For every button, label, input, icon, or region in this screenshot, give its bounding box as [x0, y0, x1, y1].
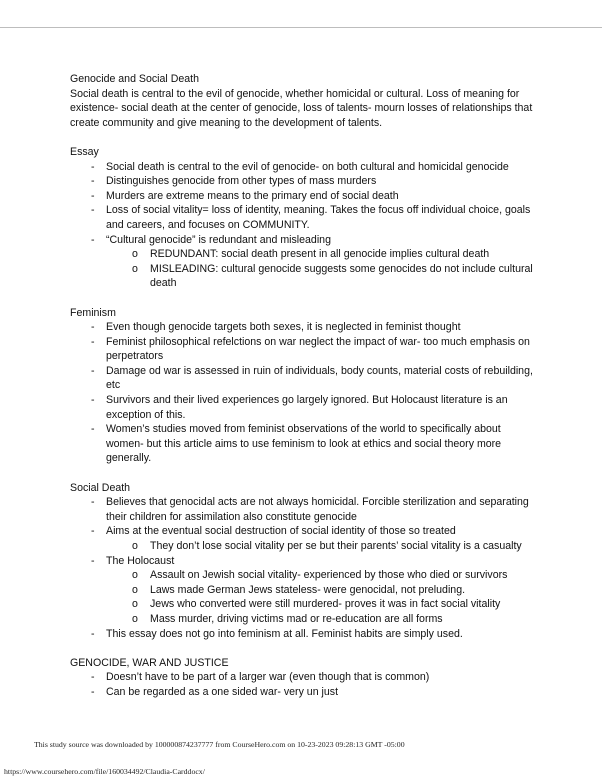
section-0: [70, 72, 540, 130]
sub-list-item-text: Mass murder, driving victims mad or re-education are all forms: [150, 612, 443, 625]
list-item: [70, 335, 540, 364]
section-1: [70, 145, 540, 291]
list-item-text: Loss of social vitality= loss of identity, meaning. Takes the focus off individual choice, goals and careers, and focuses on COMMUNITY.: [106, 204, 531, 231]
sub-list-item: [70, 583, 540, 598]
dash-bullet-icon: -: [91, 525, 95, 538]
dash-bullet-icon: -: [91, 189, 95, 202]
section-heading: Social Death: [70, 481, 131, 494]
section-3: [70, 481, 540, 642]
dash-bullet-icon: -: [91, 627, 95, 640]
dash-bullet-icon: -: [91, 496, 95, 509]
section-paragraph: Social death is central to the evil of genocide, whether homicidal or cultural. Loss of meaning for existence- social death at the center of genocide, loss of talents- mourn losses of relationships that create community and give meaning to the development of talents.: [70, 87, 533, 129]
list-item: [70, 685, 540, 700]
bullet-list: [70, 160, 540, 291]
circle-bullet-icon: o: [132, 262, 138, 275]
dash-bullet-icon: -: [91, 335, 95, 348]
list-item-text: Damage od war is assessed in ruin of individuals, body counts, material costs of rebuilding, etc: [106, 364, 533, 392]
section-heading: Genocide and Social Death: [70, 73, 199, 85]
list-item: [70, 160, 540, 175]
dash-bullet-icon: -: [91, 233, 95, 246]
sub-list-item-text: MISLEADING: cultural genocide suggests some genocides do not include cultural death: [150, 262, 533, 290]
list-item-text: Aims at the eventual social destruction of social identity of those so treated: [106, 525, 456, 538]
list-item-text: Distinguishes genocide from other types of mass murders: [106, 175, 377, 188]
dash-bullet-icon: -: [91, 204, 95, 217]
list-item: [70, 422, 540, 466]
list-item-text: Women’s studies moved from feminist observations of the world to specifically about women- but this article aims to use feminism to look at ethics and social theory more generally.: [106, 423, 502, 465]
sub-list-item-text: Laws made German Jews stateless- were genocidal, not preluding.: [150, 583, 466, 596]
section-heading: Feminism: [70, 306, 116, 319]
section-4: [70, 656, 540, 700]
dash-bullet-icon: -: [91, 364, 95, 377]
list-item-text: “Cultural genocide” is redundant and misleading: [106, 233, 331, 246]
dash-bullet-icon: -: [91, 685, 95, 698]
sub-list-item: [70, 597, 540, 612]
section-heading: Essay: [70, 145, 99, 158]
sub-list-item-text: REDUNDANT: social death present in all genocide implies cultural death: [150, 248, 490, 261]
circle-bullet-icon: o: [132, 540, 138, 552]
list-item-text: Feminist philosophical refelctions on war neglect the impact of war- too much emphasis on perpetrators: [106, 335, 530, 363]
list-item-text: This essay does not go into feminism at all. Feminist habits are simply used.: [106, 627, 463, 640]
bullet-list: [70, 670, 540, 699]
list-item-text: The Holocaust: [106, 554, 175, 567]
dash-bullet-icon: -: [91, 423, 95, 436]
list-item: [70, 364, 540, 393]
dash-bullet-icon: -: [91, 671, 95, 684]
dash-bullet-icon: -: [91, 321, 95, 334]
list-item: [70, 627, 540, 642]
document-body: [70, 72, 540, 700]
sub-list-item-text: Jews who converted were still murdered- proves it was in fact social vitality: [150, 598, 501, 611]
dash-bullet-icon: -: [91, 554, 95, 567]
circle-bullet-icon: o: [132, 583, 138, 596]
sub-list-item: [70, 612, 540, 627]
sub-list-item: [70, 247, 540, 262]
dash-bullet-icon: -: [91, 175, 95, 188]
list-item-text: Can be regarded as a one sided war- very un just: [106, 685, 339, 698]
list-item: [70, 670, 540, 685]
download-source-note: This study source was downloaded by 100000874237777 from CourseHero.com on 10-23-2023 09:28:13 GMT -05:00: [34, 740, 405, 749]
list-item: [70, 203, 540, 232]
circle-bullet-icon: o: [132, 569, 138, 582]
list-item: [70, 174, 540, 189]
sub-list-item: [70, 262, 540, 291]
dash-bullet-icon: -: [91, 394, 95, 407]
list-item-text: Even though genocide targets both sexes, it is neglected in feminist thought: [106, 321, 461, 334]
source-url[interactable]: https://www.coursehero.com/file/160034492/Claudia-Carddocx/: [4, 767, 205, 776]
sub-list-item: [70, 568, 540, 583]
list-item: [70, 233, 540, 248]
page-top-rule: [0, 27, 602, 28]
list-item: [70, 393, 540, 422]
circle-bullet-icon: o: [132, 598, 138, 611]
section-heading: GENOCIDE, WAR AND JUSTICE: [70, 656, 229, 669]
bullet-list: [70, 495, 540, 641]
sub-list-item-text: They don’t lose social vitality per se but their parents’ social vitality is a casualty: [150, 540, 522, 552]
list-item: [70, 554, 540, 569]
list-item-text: Murders are extreme means to the primary end of social death: [106, 189, 399, 202]
circle-bullet-icon: o: [132, 612, 138, 625]
section-2: [70, 306, 540, 467]
sub-list-item-text: Assault on Jewish social vitality- experienced by those who died or survivors: [150, 569, 508, 582]
list-item-text: Social death is central to the evil of genocide- on both cultural and homicidal genocide: [106, 160, 509, 173]
list-item: [70, 189, 540, 204]
list-item-text: Believes that genocidal acts are not always homicidal. Forcible sterilization and separating their children for assimilation also constitute genocide: [106, 496, 529, 523]
list-item-text: Doesn’t have to be part of a larger war (even though that is common): [106, 671, 430, 684]
list-item: [70, 524, 540, 539]
list-item: [70, 495, 540, 524]
list-item: [70, 320, 540, 335]
dash-bullet-icon: -: [91, 160, 95, 173]
bullet-list: [70, 320, 540, 466]
list-item-text: Survivors and their lived experiences go largely ignored. But Holocaust literature is an exception of this.: [106, 394, 508, 421]
sub-list-item: [70, 539, 540, 554]
circle-bullet-icon: o: [132, 248, 138, 261]
